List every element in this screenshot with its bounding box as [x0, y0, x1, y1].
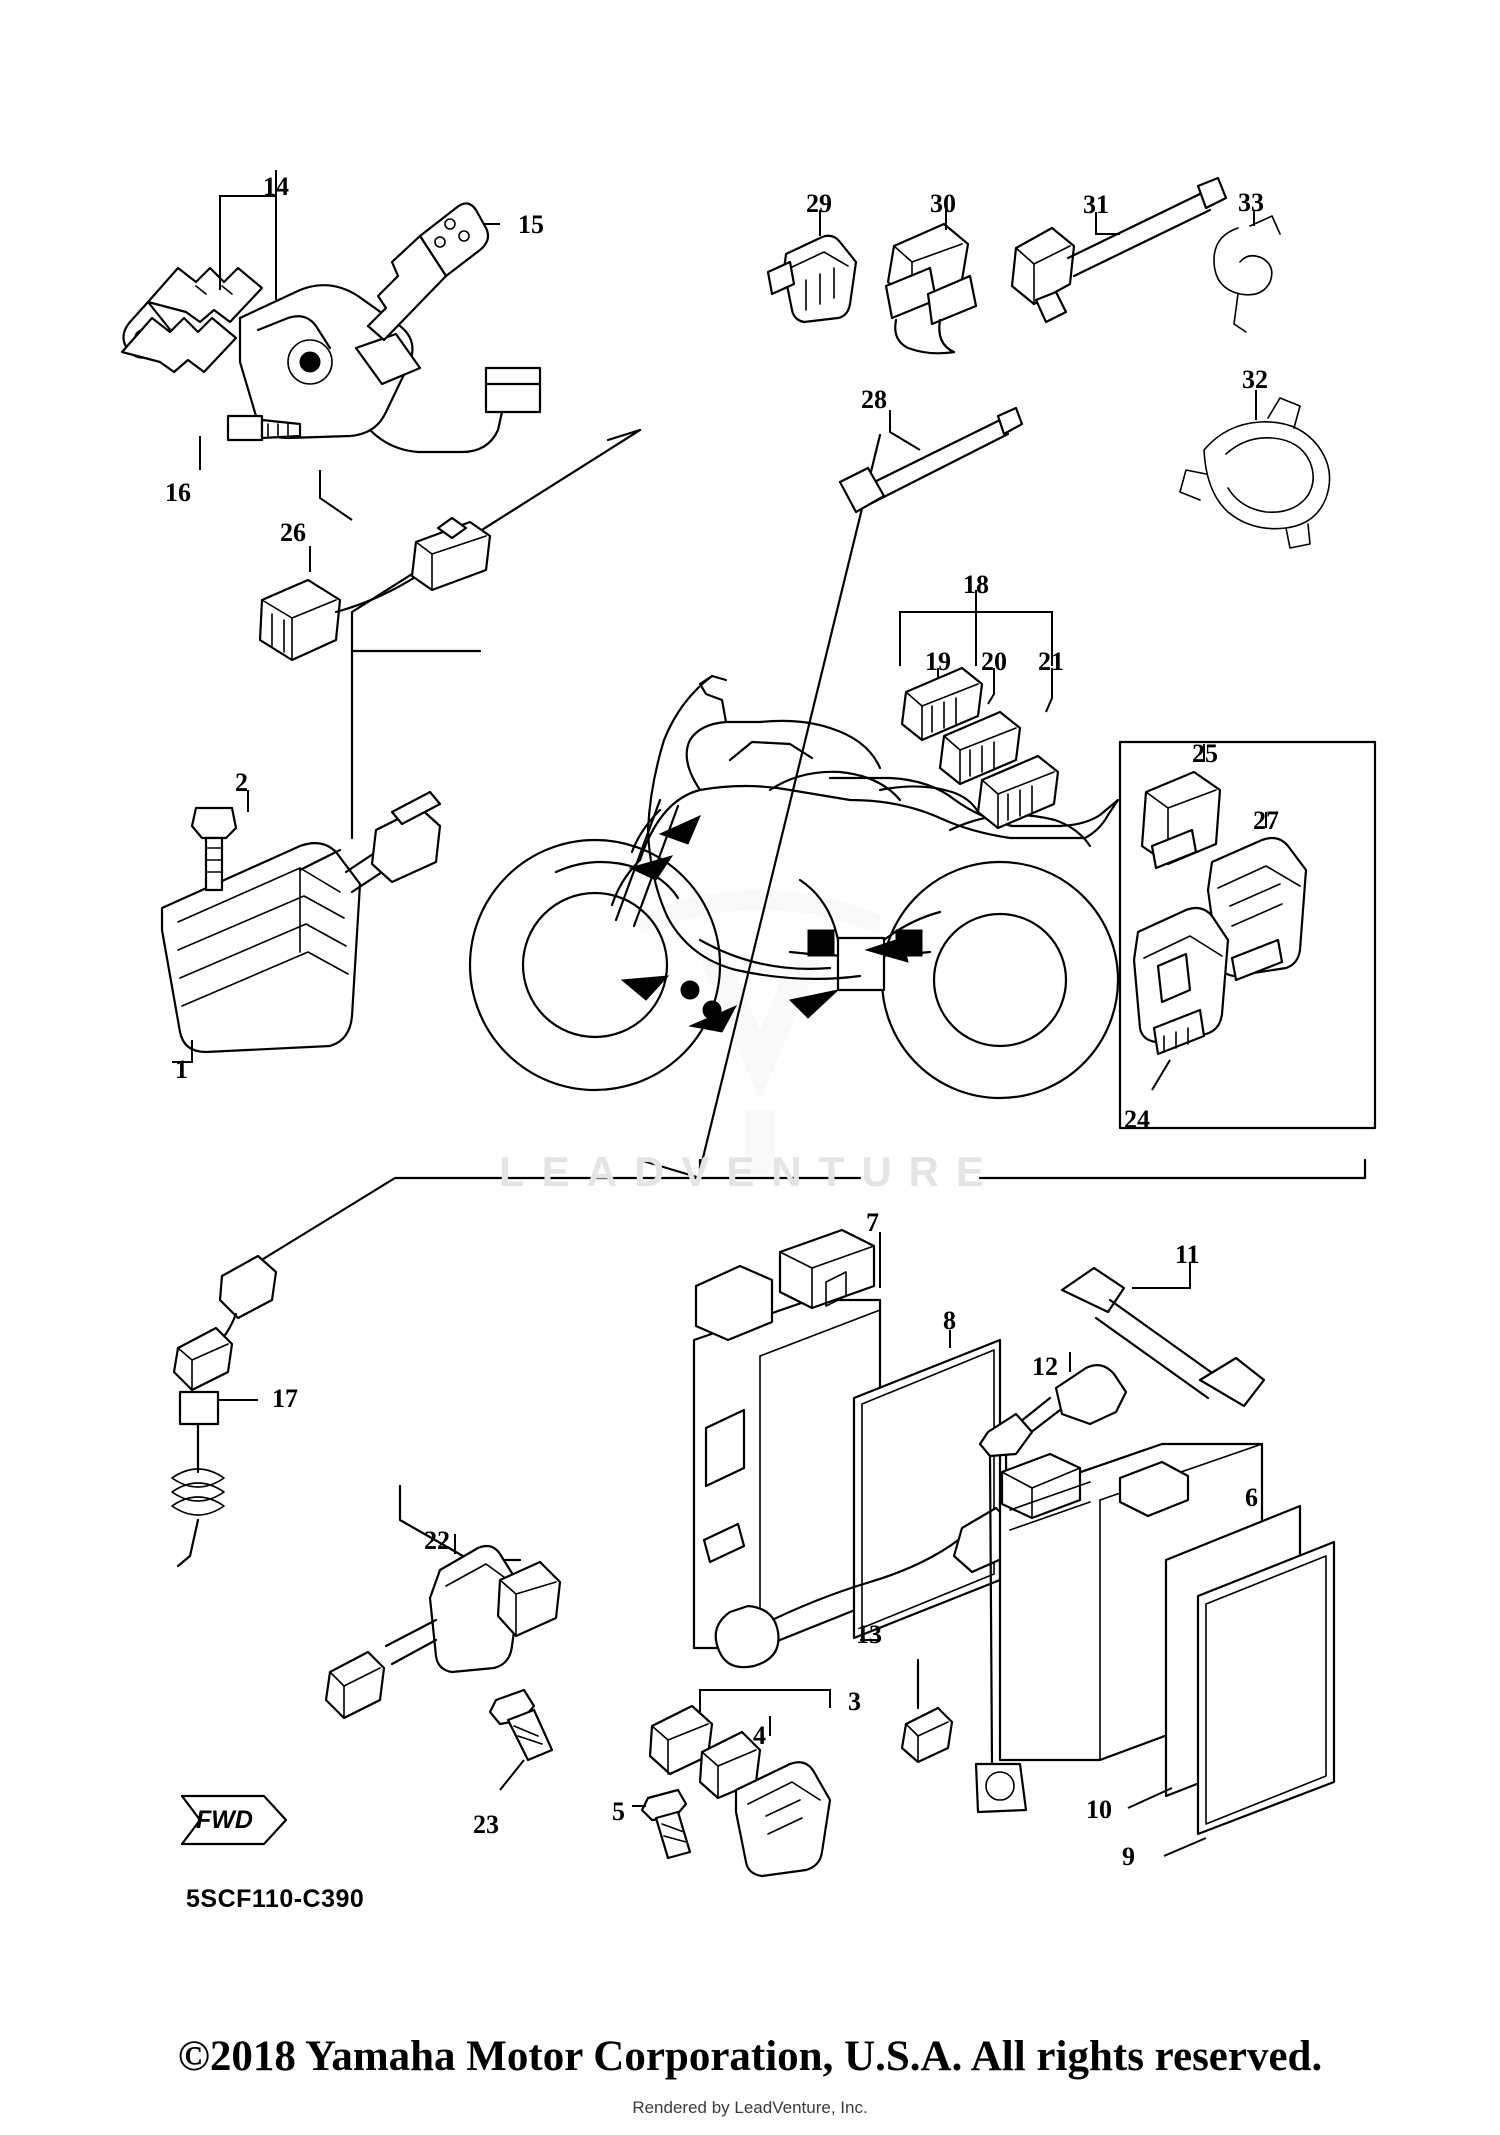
- callout-33[interactable]: 33: [1238, 188, 1264, 217]
- callout-19[interactable]: 19: [925, 647, 951, 676]
- callout-25[interactable]: 25: [1192, 739, 1218, 768]
- callout-15[interactable]: 15: [518, 210, 544, 239]
- part-24-relay: [1134, 908, 1228, 1090]
- callout-7[interactable]: 7: [866, 1208, 879, 1237]
- part-28-cable-tie: [840, 408, 1022, 512]
- callout-30[interactable]: 30: [930, 189, 956, 218]
- part-7-8-battery-box: [694, 1230, 1000, 1648]
- callout-1[interactable]: 1: [175, 1055, 188, 1084]
- callout-2[interactable]: 2: [235, 768, 248, 797]
- part-22-starter-solenoid: [326, 1534, 560, 1790]
- callout-10[interactable]: 10: [1086, 1795, 1112, 1824]
- callout-26[interactable]: 26: [280, 518, 306, 547]
- callout-22[interactable]: 22: [424, 1526, 450, 1555]
- diagram-code: 5SCF110-C390: [186, 1885, 365, 1913]
- callout-21[interactable]: 21: [1038, 647, 1064, 676]
- callout-13[interactable]: 13: [856, 1620, 882, 1649]
- callout-27[interactable]: 27: [1253, 806, 1279, 835]
- motorcycle-silhouette: [470, 676, 1118, 1098]
- part-29-clamp: [768, 210, 856, 322]
- part-1-rectifier-regulator: [162, 790, 440, 1062]
- callout-29[interactable]: 29: [806, 189, 832, 218]
- callout-23[interactable]: 23: [473, 1810, 499, 1839]
- callout-18[interactable]: 18: [963, 570, 989, 599]
- fwd-label: FWD: [196, 1806, 253, 1834]
- part-key-blank: [368, 203, 488, 340]
- callout-11[interactable]: 11: [1175, 1240, 1200, 1269]
- part-33-clip: [1214, 210, 1280, 332]
- callout-16[interactable]: 16: [165, 478, 191, 507]
- watermark-logo: [640, 890, 880, 1175]
- callout-9[interactable]: 9: [1122, 1842, 1135, 1871]
- rendered-by-notice: Rendered by LeadVenture, Inc.: [632, 2098, 868, 2117]
- part-32-clamp: [1180, 390, 1330, 548]
- callout-24[interactable]: 24: [1124, 1105, 1150, 1134]
- callout-14[interactable]: 14: [263, 172, 289, 201]
- callout-4[interactable]: 4: [753, 1721, 766, 1750]
- part-3-4-5-flasher-relay: [632, 1690, 830, 1876]
- callout-17[interactable]: 17: [272, 1384, 298, 1413]
- callout-31[interactable]: 31: [1083, 190, 1109, 219]
- callout-28[interactable]: 28: [861, 385, 887, 414]
- callout-3[interactable]: 3: [848, 1687, 861, 1716]
- callout-32[interactable]: 32: [1242, 365, 1268, 394]
- copyright-notice: ©2018 Yamaha Motor Corporation, U.S.A. All rights reserved.: [177, 2033, 1323, 2080]
- callout-8[interactable]: 8: [943, 1306, 956, 1335]
- callout-20[interactable]: 20: [981, 647, 1007, 676]
- part-18-fuses: [900, 590, 1058, 828]
- part-6-battery: [1000, 1444, 1334, 1856]
- part-31-band: [1012, 178, 1226, 322]
- callout-12[interactable]: 12: [1032, 1352, 1058, 1381]
- part-30-clamp: [886, 210, 976, 353]
- watermark-label: LEADVENTURE: [498, 1148, 1002, 1195]
- part-17-oil-level-switch: [172, 1256, 276, 1566]
- callout-5[interactable]: 5: [612, 1797, 625, 1826]
- callout-6[interactable]: 6: [1245, 1483, 1258, 1512]
